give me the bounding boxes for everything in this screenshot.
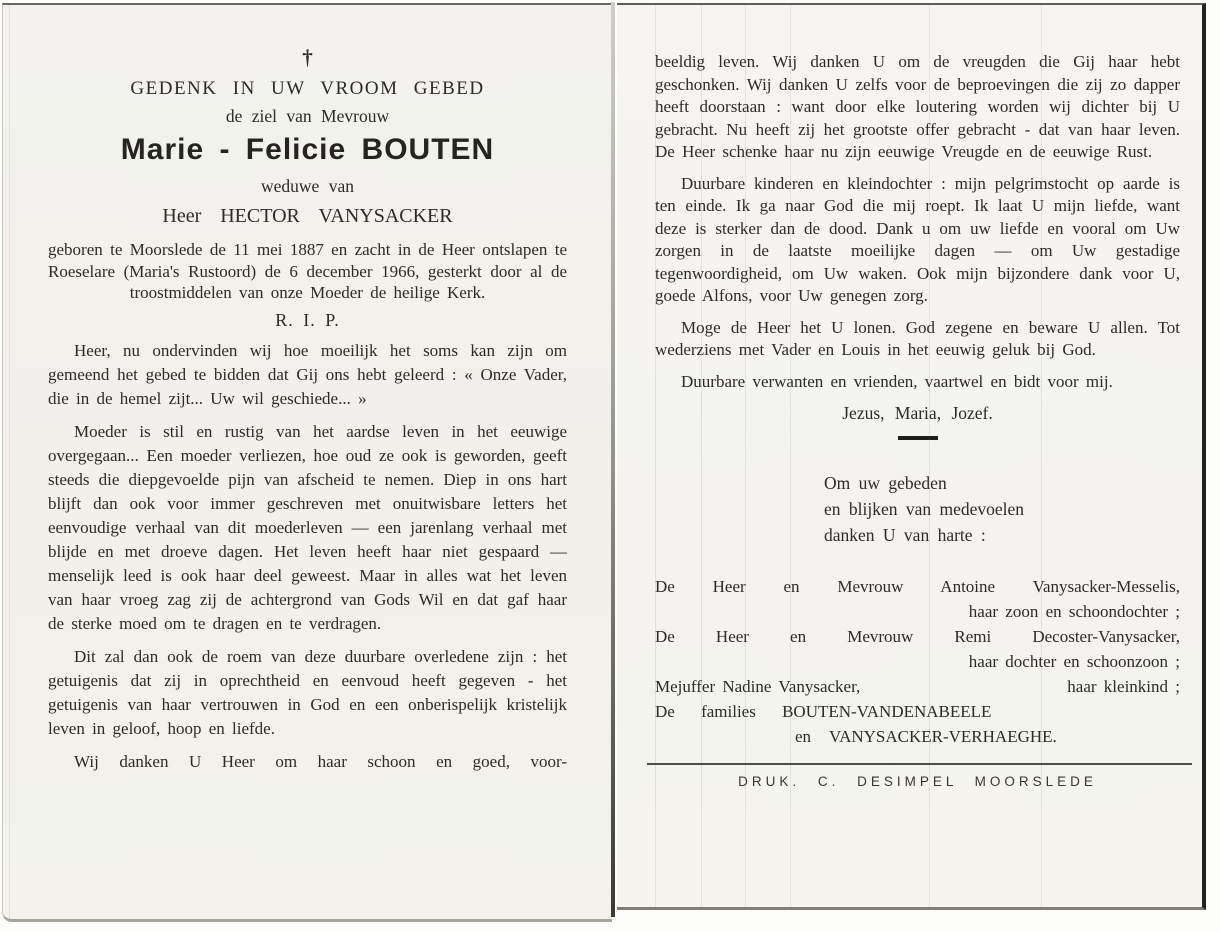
page-fold — [611, 2, 615, 917]
family-relation: haar kleinkind ; — [1067, 677, 1180, 696]
deceased-name: Marie - Felicie BOUTEN — [120, 133, 495, 166]
relation-line: weduwe van — [261, 176, 354, 196]
family-name-line: en VANYSACKER-VERHAEGHE. — [795, 727, 1057, 746]
family-name-line: De families BOUTEN-VANDENABEELE — [655, 702, 992, 721]
family-member: Mejuffer Nadine Vanysacker, — [655, 677, 861, 696]
family-relation: haar dochter en schoonzoon ; — [968, 652, 1180, 671]
page-left — [2, 3, 612, 922]
thanks-line: Om uw gebeden — [824, 473, 947, 493]
family-list — [655, 574, 1180, 749]
printer-imprint: DRUK. C. DESIMPEL MOORSLEDE — [738, 774, 1097, 789]
farewell-friends-paragraph: Duurbare verwanten en vrienden, vaartwel en bidt voor mij. — [681, 371, 1113, 391]
paper-crease — [701, 5, 702, 907]
paper-crease — [9, 5, 10, 919]
family-relation: haar zoon en schoondochter ; — [968, 602, 1180, 621]
prayer-paragraph-1: Heer, nu ondervinden wij hoe moeilijk het soms kan zijn om gemeend het gebed te bidden dat Gij ons hebt geleerd : « Onze Vader, die in de hemel zijt... Uw wil geschiede... » — [48, 340, 567, 408]
header-invocation: GEDENK IN UW VROOM GEBED — [130, 78, 485, 99]
thanks-line: danken U van harte : — [824, 525, 986, 545]
rip-line: R. I. P. — [275, 309, 340, 330]
cross-icon: † — [302, 45, 313, 69]
prayer-paragraph-3: Dit zal dan ook de roem van deze duurbare overledene zijn : het getuigenis dat zij in oprechtheid en eenvoud heeft gegeven - het getuigenis van haar vertrouwen in God en een onberispelijk kristelijk leven in geloof, hoop en liefde. — [48, 646, 567, 738]
printer-rule — [647, 763, 1192, 765]
biography-paragraph: geboren te Moorslede de 11 mei 1887 en zacht in de Heer ontslapen te Roeselare (Maria's Rustoord) de 6 december 1966, gesterkt door al de troostmiddelen van onze Moeder de heilige Kerk. — [48, 240, 567, 302]
header-subline: de ziel van Mevrouw — [225, 106, 390, 126]
prayer-paragraph-continued: beeldig leven. Wij danken U om de vreugden die Gij haar hebt geschonken. Wij danken U zelfs voor de beproevingen die zij zo dapper heeft doorstaan : want door elke loutering worden wij dichter bij U gebracht. Nu heeft zij het grootste offer gebracht - dat van haar leven. De Heer schenke haar nu zijn eeuwige Vreugde en de eeuwige Rust. — [655, 52, 1180, 161]
blessing-paragraph: Moge de Heer het U lonen. God zegene en beware U allen. Tot wederziens met Vader en Louis in het eeuwig geluk bij God. — [655, 317, 1180, 359]
paper-crease — [790, 5, 791, 907]
spouse-name: Heer HECTOR VANYSACKER — [162, 205, 453, 227]
divider-rule — [898, 436, 938, 440]
family-member: De Heer en Mevrouw Antoine Vanysacker-Messelis, — [655, 577, 1180, 596]
farewell-children-paragraph: Duurbare kinderen en kleindochter : mijn pelgrimstocht op aarde is ten einde. Ik ga naar God die mij roept. Ik laat U mijn liefde, want deze is sterker dan de dood. Dank u om uw liefde en vooral om Uw zorgen in de laatste moeilijke dagen — om Uw gestadige tegenwoordigheid, om Uw waken. Ook mijn bijzondere dank voor U, goede Alfons, voor Uw genegen zorg. — [655, 173, 1180, 305]
page-right — [617, 3, 1206, 910]
prayer-paragraph-2: Moeder is stil en rustig van het aardse leven in het eeuwige overgegaan... Een moeder verliezen, hoe oud ze ook is geworden, geeft steeds die diepgevoelde pijn van afscheid te nemen. Diep in ons hart blijft dan ook voor immer geschreven met onuitwisbare letters het eenvoudige verhaal van dit moederleven — een jarenlang verhaal met blijde en met droeve dagen. Het leven heeft haar niet gespaard — menselijk leed is ook haar deel geweest. Maar in alles wat het leven van haar vroeg zag zij de achtergrond van Gods Wil en dat gaf haar de sterke moed om te dragen en te verdragen. — [48, 421, 567, 633]
prayer-paragraph-4: Wij danken U Heer om haar schoon en goed, voor- — [74, 751, 567, 771]
paper-crease — [745, 5, 746, 907]
jmj-invocation: Jezus, Maria, Jozef. — [842, 403, 993, 423]
thanks-block — [824, 470, 1180, 548]
family-member-row — [655, 674, 1180, 699]
thanks-line: en blijken van medevoelen — [824, 499, 1025, 519]
paper-crease — [929, 5, 930, 907]
family-member: De Heer en Mevrouw Remi Decoster-Vanysacker, — [655, 627, 1180, 646]
paper-crease — [655, 5, 656, 907]
paper-crease — [1041, 5, 1042, 907]
